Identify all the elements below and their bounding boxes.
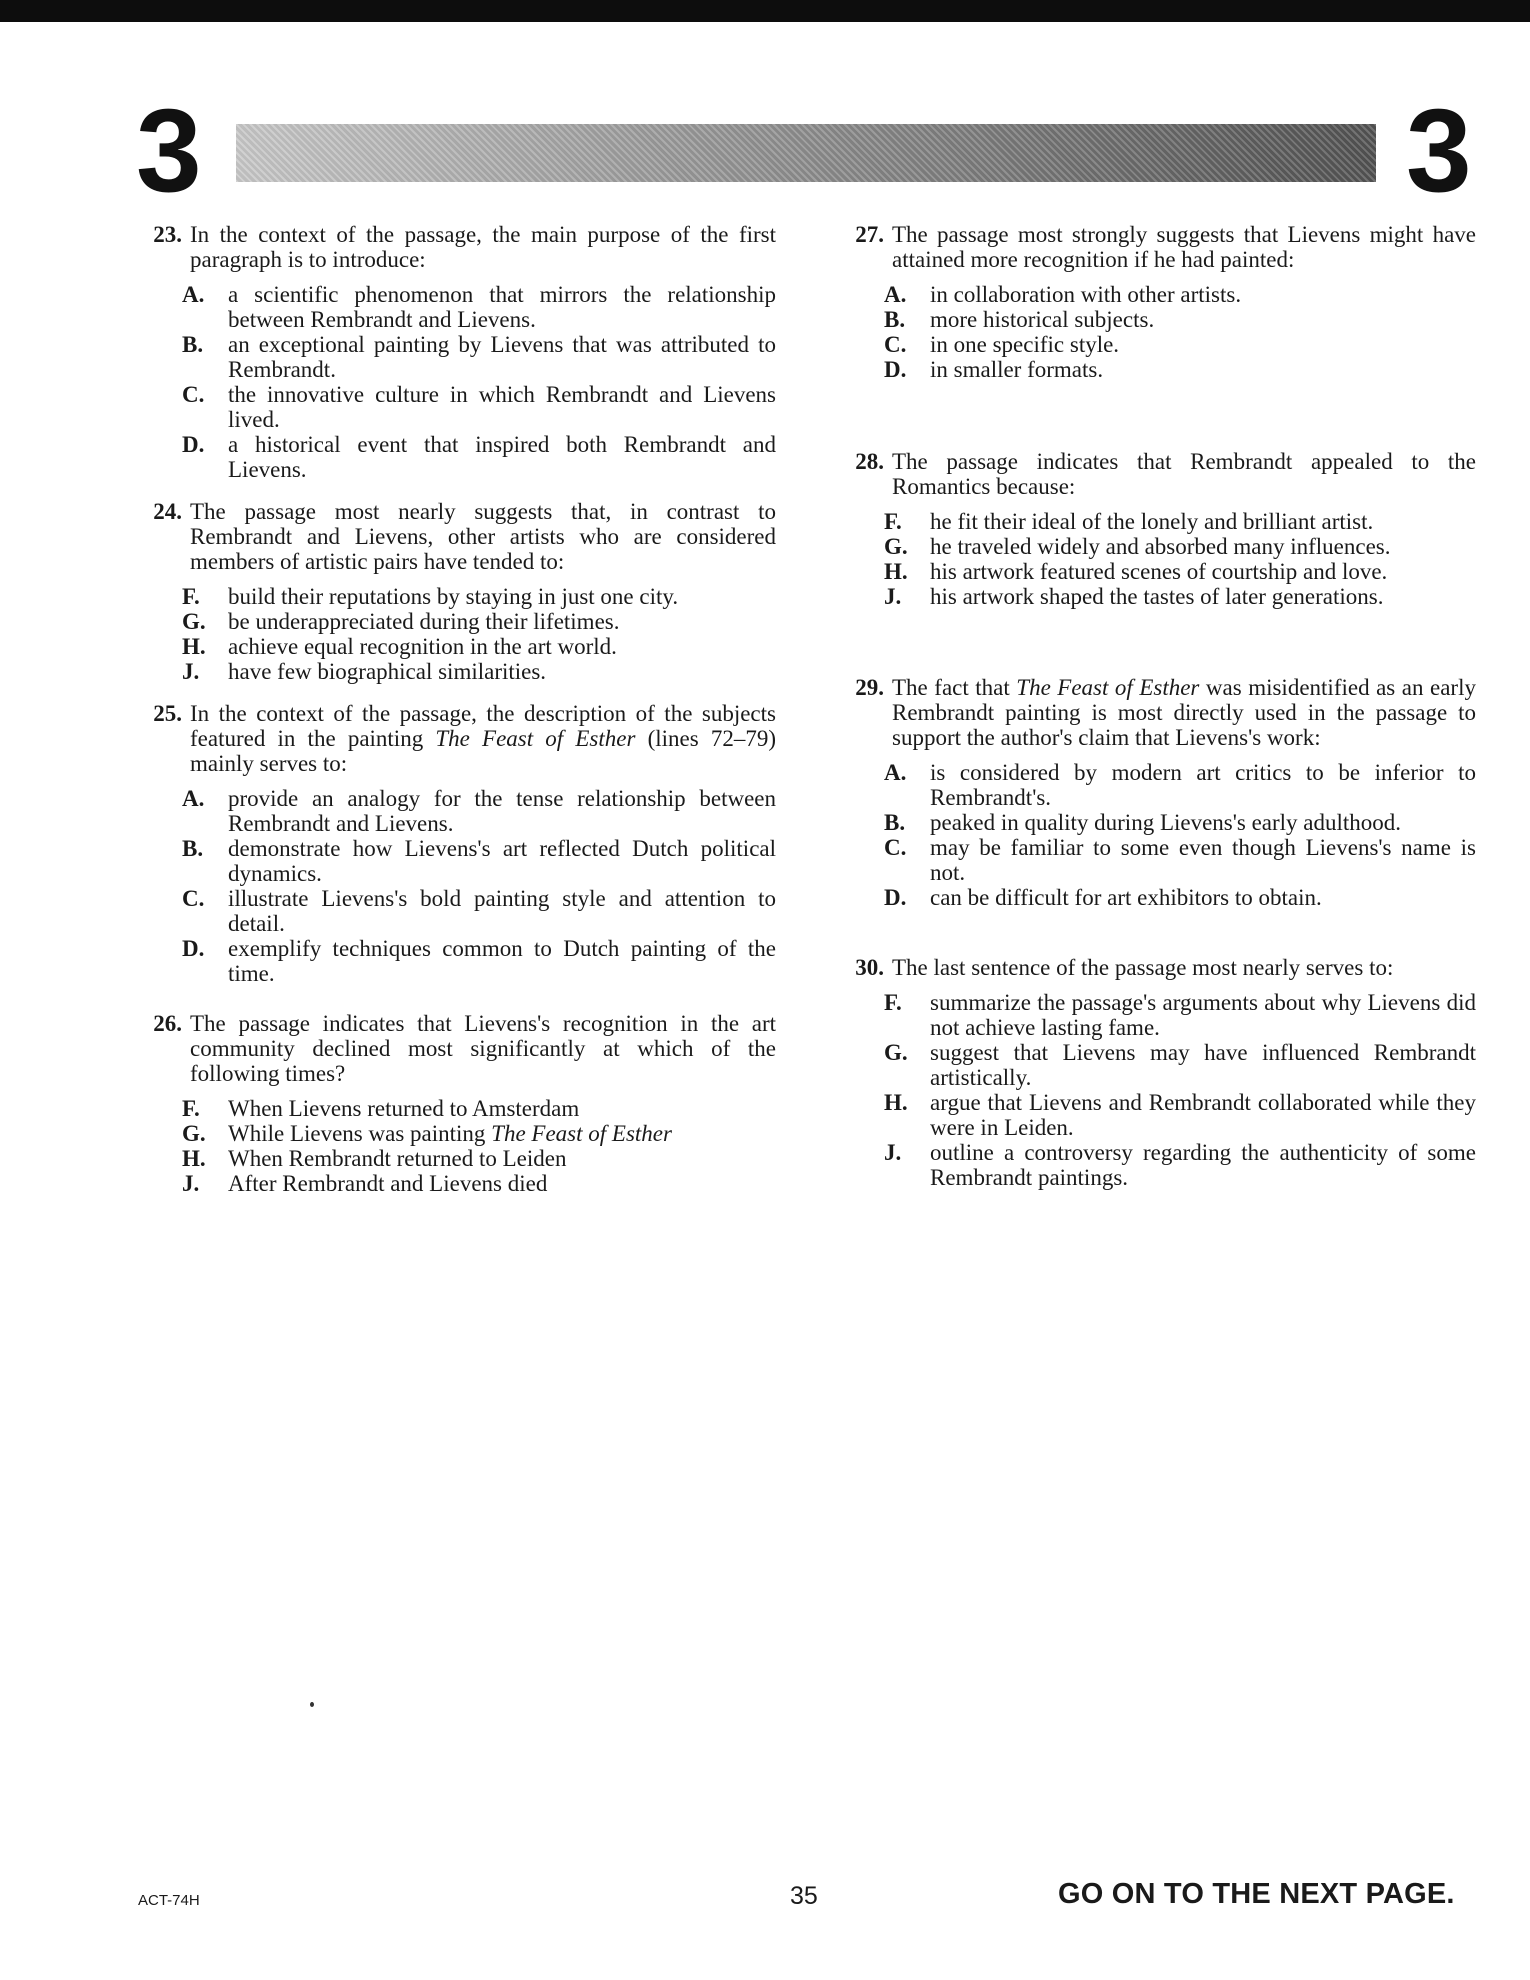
option-text: in collaboration with other artists.: [930, 282, 1242, 307]
answer-option[interactable]: [182, 382, 776, 432]
question-stem: The passage most strongly suggests that Lievens might have attained more recognition if he had painted:: [892, 222, 1476, 272]
option-letter: J.: [884, 1140, 902, 1165]
question-30: [836, 955, 1476, 1190]
option-letter: D.: [884, 357, 907, 382]
option-text: illustrate Lievens's bold painting style and attention to detail.: [228, 886, 776, 936]
question-28: [836, 449, 1476, 609]
option-text: in one specific style.: [930, 332, 1120, 357]
option-text: demonstrate how Lievens's art reflected Dutch political dynamics.: [228, 836, 776, 886]
answer-option[interactable]: [182, 659, 776, 684]
option-text: When Lievens returned to Amsterdam: [228, 1096, 580, 1121]
answer-option[interactable]: [182, 432, 776, 482]
answer-option[interactable]: [182, 1121, 776, 1146]
option-letter: J.: [884, 584, 902, 609]
left-column: [134, 222, 776, 1196]
section-header-bar: [236, 124, 1376, 182]
option-letter: D.: [182, 936, 205, 961]
question-stem: The last sentence of the passage most nearly serves to:: [892, 955, 1394, 980]
answer-option[interactable]: [182, 332, 776, 382]
option-letter: H.: [884, 1090, 908, 1115]
option-text: the innovative culture in which Rembrandt and Lievens lived.: [228, 382, 776, 432]
next-page-instruction: GO ON TO THE NEXT PAGE.: [1058, 1878, 1455, 1910]
answer-options: [836, 509, 1476, 609]
answer-option[interactable]: [182, 282, 776, 332]
option-letter: H.: [182, 634, 206, 659]
option-text: suggest that Lievens may have influenced Rembrandt artistically.: [930, 1040, 1476, 1090]
question-number: 29.: [855, 675, 884, 700]
answer-option[interactable]: [182, 836, 776, 886]
question-number: 26.: [153, 1011, 182, 1036]
answer-option[interactable]: [182, 1096, 776, 1121]
option-text: outline a controversy regarding the authenticity of some Rembrandt paintings.: [930, 1140, 1476, 1190]
question-stem: The passage indicates that Rembrandt appealed to the Romantics because:: [892, 449, 1476, 499]
option-text: a scientific phenomenon that mirrors the relationship between Rembrandt and Lievens.: [228, 282, 776, 332]
answer-options: [836, 990, 1476, 1190]
answer-option[interactable]: [884, 307, 1476, 332]
option-letter: D.: [182, 432, 205, 457]
answer-option[interactable]: [884, 357, 1476, 382]
option-text: his artwork shaped the tastes of later generations.: [930, 584, 1384, 609]
answer-options: [134, 786, 776, 986]
painting-title: The Feast of Esther: [1016, 675, 1200, 700]
option-letter: A.: [182, 786, 205, 811]
answer-option[interactable]: [182, 786, 776, 836]
question-number: 30.: [855, 955, 884, 980]
option-text: he fit their ideal of the lonely and brilliant artist.: [930, 509, 1374, 534]
option-letter: B.: [182, 332, 204, 357]
option-text: When Rembrandt returned to Leiden: [228, 1146, 567, 1171]
option-text: in smaller formats.: [930, 357, 1104, 382]
option-text: an exceptional painting by Lievens that was attributed to Rembrandt.: [228, 332, 776, 382]
answer-option[interactable]: [884, 1090, 1476, 1140]
option-text: his artwork featured scenes of courtship and love.: [930, 559, 1388, 584]
answer-option[interactable]: [884, 584, 1476, 609]
scan-top-edge: [0, 0, 1530, 22]
answer-option[interactable]: [884, 559, 1476, 584]
option-text: more historical subjects.: [930, 307, 1155, 332]
answer-options: [134, 282, 776, 482]
answer-option[interactable]: [182, 936, 776, 986]
option-letter: J.: [182, 659, 200, 684]
option-text: peaked in quality during Lievens's early adulthood.: [930, 810, 1402, 835]
option-text: provide an analogy for the tense relationship between Rembrandt and Lievens.: [228, 786, 776, 836]
option-letter: D.: [884, 885, 907, 910]
option-text: achieve equal recognition in the art world.: [228, 634, 617, 659]
answer-option[interactable]: [884, 509, 1476, 534]
option-letter: C.: [884, 835, 907, 860]
painting-title: The Feast of Esther: [491, 1121, 672, 1146]
answer-option[interactable]: [884, 990, 1476, 1040]
option-text: argue that Lievens and Rembrandt collaborated while they were in Leiden.: [930, 1090, 1476, 1140]
option-letter: G.: [884, 1040, 908, 1065]
option-text: After Rembrandt and Lievens died: [228, 1171, 548, 1196]
option-text: he traveled widely and absorbed many influences.: [930, 534, 1391, 559]
answer-option[interactable]: [182, 1146, 776, 1171]
option-text-part: While Lievens was painting: [228, 1121, 492, 1146]
answer-option[interactable]: [884, 760, 1476, 810]
question-27: [836, 222, 1476, 382]
option-letter: A.: [884, 760, 907, 785]
answer-option[interactable]: [884, 534, 1476, 559]
answer-option[interactable]: [884, 835, 1476, 885]
option-text: is considered by modern art critics to be inferior to Rembrandt's.: [930, 760, 1476, 810]
stem-text: In the context of the passage, the description of the subjects featured in the painting: [190, 701, 776, 751]
scan-speck: [310, 1702, 314, 1707]
option-text: have few biographical similarities.: [228, 659, 547, 684]
option-letter: B.: [884, 810, 906, 835]
option-letter: A.: [884, 282, 907, 307]
option-letter: F.: [884, 990, 902, 1015]
question-24: [134, 499, 776, 684]
question-stem: In the context of the passage, the main purpose of the first paragraph is to introduce:: [190, 222, 776, 272]
question-29: [836, 675, 1476, 910]
option-letter: B.: [182, 836, 204, 861]
section-number-right: 3: [1406, 85, 1472, 217]
option-letter: B.: [884, 307, 906, 332]
option-letter: F.: [182, 584, 200, 609]
question-23: [134, 222, 776, 482]
answer-option[interactable]: [884, 810, 1476, 835]
question-26: [134, 1011, 776, 1196]
answer-option[interactable]: [884, 1140, 1476, 1190]
option-text: be underappreciated during their lifetimes.: [228, 609, 620, 634]
question-number: 23.: [153, 222, 182, 247]
option-text: [228, 1121, 776, 1146]
answer-option[interactable]: [182, 886, 776, 936]
question-number: 28.: [855, 449, 884, 474]
question-25: [134, 701, 776, 986]
option-letter: J.: [182, 1171, 200, 1196]
question-stem: The passage indicates that Lievens's recognition in the art community declined most significantly at which of the following times?: [190, 1011, 776, 1086]
option-letter: G.: [182, 609, 206, 634]
page-number: 35: [790, 1882, 818, 1910]
answer-option[interactable]: [182, 1171, 776, 1196]
answer-option[interactable]: [182, 609, 776, 634]
answer-options: [836, 760, 1476, 910]
right-column: [836, 222, 1476, 1190]
answer-option[interactable]: [884, 282, 1476, 307]
option-text: build their reputations by staying in just one city.: [228, 584, 679, 609]
option-text: a historical event that inspired both Rembrandt and Lievens.: [228, 432, 776, 482]
option-letter: C.: [182, 886, 205, 911]
question-stem: [892, 675, 1476, 750]
option-letter: C.: [884, 332, 907, 357]
question-stem: [190, 701, 776, 776]
answer-option[interactable]: [884, 1040, 1476, 1090]
option-letter: H.: [884, 559, 908, 584]
stem-text: (lines 72–79) mainly serves to:: [190, 726, 777, 776]
answer-option[interactable]: [182, 634, 776, 659]
answer-option[interactable]: [884, 332, 1476, 357]
stem-text: was misidentified as an early Rembrandt painting is most directly used in the passage to support the author's claim that Lievens's work:: [892, 675, 1476, 750]
option-letter: F.: [182, 1096, 200, 1121]
answer-option[interactable]: [884, 885, 1476, 910]
question-number: 25.: [153, 701, 182, 726]
answer-options: [134, 584, 776, 684]
form-code: ACT-74H: [138, 1892, 200, 1909]
stem-text: The fact that: [892, 675, 1017, 700]
answer-options: [836, 282, 1476, 382]
question-number: 24.: [153, 499, 182, 524]
option-text: exemplify techniques common to Dutch painting of the time.: [228, 936, 776, 986]
option-text: may be familiar to some even though Lievens's name is not.: [930, 835, 1476, 885]
option-letter: H.: [182, 1146, 206, 1171]
painting-title: The Feast of Esther: [435, 726, 636, 751]
option-text: summarize the passage's arguments about why Lievens did not achieve lasting fame.: [930, 990, 1476, 1040]
option-letter: F.: [884, 509, 902, 534]
question-number: 27.: [855, 222, 884, 247]
option-letter: G.: [884, 534, 908, 559]
option-letter: C.: [182, 382, 205, 407]
section-number-left: 3: [136, 85, 202, 217]
option-letter: A.: [182, 282, 205, 307]
option-text: can be difficult for art exhibitors to obtain.: [930, 885, 1322, 910]
question-stem: The passage most nearly suggests that, in contrast to Rembrandt and Lievens, other artists who are considered members of artistic pairs have tended to:: [190, 499, 776, 574]
option-letter: G.: [182, 1121, 206, 1146]
answer-options: [134, 1096, 776, 1196]
answer-option[interactable]: [182, 584, 776, 609]
